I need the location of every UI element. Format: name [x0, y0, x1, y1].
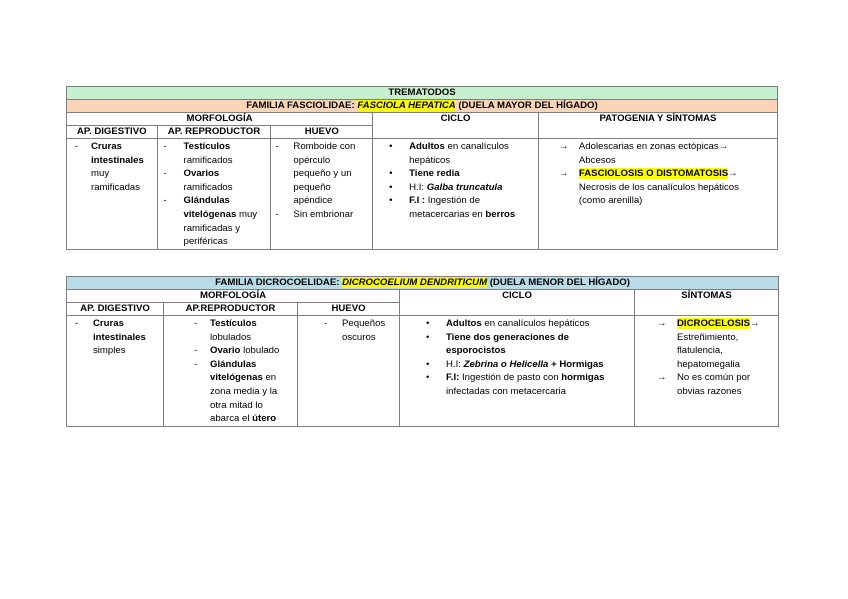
sintomas-line: flatulencia, — [677, 345, 723, 357]
digestivo-line: muy — [91, 168, 110, 180]
ovarios-label: Ovarios — [183, 168, 220, 180]
sintomas-line: obvias razones — [677, 385, 742, 397]
family-header — [67, 100, 778, 113]
huevo-line: pequeño y un — [293, 168, 352, 180]
huevo-line: Romboide con — [293, 141, 356, 152]
dash-marker: - — [75, 141, 79, 152]
fi-bold: berros — [485, 208, 516, 220]
adultos-desc: en canalículos hepáticos — [484, 318, 590, 329]
hi-value: Zebrina o Helicella — [463, 358, 549, 370]
patogenia-line: (como arenilla) — [578, 195, 643, 207]
ciclo-cell — [373, 139, 539, 250]
ovarios-desc: ramificados — [183, 181, 233, 193]
testiculos-label: Testículos — [183, 141, 231, 152]
huevo-line: Pequeños — [342, 318, 386, 329]
sintomas-header: SÍNTOMAS — [635, 290, 779, 316]
fi-desc: infectadas con metacercaria — [446, 385, 566, 397]
huevo-cell — [298, 316, 400, 427]
ciclo-cell — [400, 316, 635, 427]
patogenia-header: PATOGENIA Y SÍNTOMAS — [538, 113, 777, 139]
huevo-line: opérculo — [293, 154, 331, 166]
huevo-line: Sin embrionar — [293, 208, 354, 220]
fi-desc: Ingestión de pasto con — [462, 372, 559, 384]
sintomas-cell — [635, 316, 779, 427]
list-item: - Testículos ramificados — [164, 140, 268, 167]
sintomas-line: hepatomegalia — [677, 358, 740, 370]
fasciolidae-table — [66, 86, 778, 250]
adultos-desc: hepáticos — [409, 154, 451, 166]
family-common-name: (DUELA MAYOR DEL HÍGADO) — [458, 100, 598, 111]
digestivo-line: Cruras — [91, 141, 122, 152]
glandulas-label: Glándulas — [210, 358, 257, 370]
digestivo-cell — [67, 316, 164, 427]
patogenia-line: Adolescarias en zonas ectópicas→ — [578, 141, 729, 152]
huevo-header: HUEVO — [298, 303, 400, 316]
glandulas-desc: periféricas — [183, 236, 228, 248]
digestivo-cell — [67, 139, 158, 250]
reproductor-cell — [164, 316, 298, 427]
list-item: → No es común por obvias razones — [657, 371, 775, 398]
adultos-desc: en canalículos — [447, 141, 509, 152]
ap-reproductor-header: AP. REPRODUCTOR — [157, 126, 271, 139]
list-item: - Glándulas vitelógenas muy ramificadas y periféricas — [164, 194, 268, 248]
testiculos-desc: lobulados — [210, 331, 252, 343]
list-item: • H.I: Zebrina o Helicella + Hormigas — [426, 358, 604, 370]
family-prefix: FAMILIA FASCIOLIDAE: — [246, 100, 355, 111]
hi-value: Galba truncatula — [426, 181, 503, 193]
fi-desc: Ingestión de — [427, 195, 481, 207]
list-item: • Adultos en canalículos hepáticos — [426, 318, 590, 329]
huevo-line: pequeño — [293, 181, 331, 193]
utero-label: útero — [252, 413, 277, 425]
list-item: • H.I: Galba truncatula — [389, 181, 503, 193]
digestivo-line: Cruras — [93, 318, 124, 329]
species-name: DICROCOELIUM DENDRITICUM — [342, 277, 488, 288]
table-title: TREMATODOS — [67, 87, 778, 100]
fi-bold: hormigas — [561, 372, 605, 384]
glandulas-desc: otra mitad lo — [210, 399, 263, 411]
list-item: - Sin embrionar — [275, 208, 369, 222]
dicrocelosis-highlight: DICROCELOSIS — [677, 318, 751, 329]
list-item: • F.I: Ingestión de pasto con hormigas infectadas con metacercaria — [426, 371, 631, 398]
patogenia-line: Abcesos — [578, 154, 616, 166]
ciclo-header: CICLO — [400, 290, 635, 316]
hi-label: H.I: — [409, 181, 425, 193]
hi-label: H.I: — [446, 358, 461, 370]
fi-desc: metacercarias en — [409, 208, 483, 220]
generaciones-label: Tiene dos generaciones de — [446, 331, 569, 343]
list-item: → Adolescarias en zonas ectópicas→ Abcesos — [559, 140, 774, 167]
list-item: - Ovario lobulado — [194, 345, 280, 357]
list-item: • F.I : Ingestión de metacercarias en berros — [389, 195, 516, 220]
glandulas-desc: zona media y la — [210, 385, 278, 397]
digestivo-line: simples — [93, 345, 126, 357]
arrow-icon: → — [728, 168, 738, 180]
glandulas-label: Glándulas — [183, 195, 230, 207]
hi-plus: + — [551, 358, 557, 370]
fi-label: F.I : — [409, 195, 426, 207]
digestivo-line: ramificadas — [91, 181, 141, 193]
digestivo-line: intestinales — [91, 154, 144, 166]
family-header — [67, 277, 779, 290]
list-item: → FASCIOLOSIS O DISTOMATOSIS→ Necrosis de los canalículos hepáticos (como arenilla) — [559, 167, 774, 208]
ap-digestivo-header: AP. DIGESTIVO — [67, 126, 158, 139]
list-item: - Ovarios ramificados — [164, 167, 268, 194]
testiculos-label: Testículos — [210, 318, 257, 329]
vitelogenas-label: vitelógenas — [210, 372, 263, 384]
testiculos-desc: ramificados — [183, 154, 233, 166]
patogenia-line: Necrosis de los canalículos hepáticos — [578, 181, 739, 193]
ap-reproductor-header: AP.REPRODUCTOR — [164, 303, 298, 316]
vitelogenas-label: vitelógenas — [183, 208, 237, 220]
arrow-icon: → — [750, 318, 760, 329]
generaciones-label: esporocistos — [446, 345, 506, 357]
vitelogenas-desc: en — [265, 372, 277, 384]
vitelogenas-desc: muy — [238, 208, 258, 220]
dicrocoelidae-table — [66, 276, 779, 427]
digestivo-line: intestinales — [93, 331, 146, 343]
adultos-label: Adultos — [446, 318, 482, 329]
list-item: • Tiene redia — [389, 167, 535, 181]
huevo-line: apéndice — [293, 195, 333, 207]
huevo-header: HUEVO — [271, 126, 373, 139]
list-item: - Pequeños oscuros — [324, 317, 396, 344]
list-item: - Romboide con opérculo pequeño y un pequeño apéndice — [275, 140, 369, 208]
species-name: FASCIOLA HEPATICA — [357, 100, 456, 111]
fasciolosis-highlight: FASCIOLOSIS O DISTOMATOSIS — [578, 168, 729, 180]
redia-label: Tiene redia — [409, 168, 460, 180]
hi-bold: Hormigas — [559, 358, 604, 370]
list-item: • Adultos en canalículos hepáticos — [389, 140, 535, 167]
glandulas-desc: ramificadas y — [183, 222, 241, 234]
huevo-line: oscuros — [342, 331, 376, 343]
ap-digestivo-header: AP. DIGESTIVO — [67, 303, 164, 316]
fi-label: F.I: — [446, 372, 460, 384]
adultos-label: Adultos — [409, 141, 445, 152]
ovario-desc: lobulado — [243, 345, 280, 357]
sintomas-line: No es común por — [677, 372, 751, 384]
reproductor-cell — [157, 139, 271, 250]
huevo-cell — [271, 139, 373, 250]
sintomas-line: Estreñimiento, — [677, 331, 739, 343]
family-prefix: FAMILIA DICROCOELIDAE: — [215, 277, 340, 288]
family-common-name: (DUELA MENOR DEL HÍGADO) — [489, 277, 630, 288]
glandulas-desc: abarca el — [210, 413, 250, 425]
list-item: - Glándulas vitelógenas en zona media y la otra mitad lo abarca el útero — [194, 358, 294, 426]
list-item: - Testículos lobulados — [194, 317, 294, 344]
patogenia-cell — [538, 139, 777, 250]
dash-marker: - — [75, 318, 79, 329]
list-item: • Tiene dos generaciones de esporocistos — [426, 331, 631, 358]
list-item: → DICROCELOSIS→ Estreñimiento, flatulencia, hepatomegalia — [657, 317, 775, 371]
morfologia-header: MORFOLOGÍA — [67, 290, 400, 303]
ovario-label: Ovario — [210, 345, 241, 357]
morfologia-header: MORFOLOGÍA — [67, 113, 373, 126]
ciclo-header: CICLO — [373, 113, 539, 139]
